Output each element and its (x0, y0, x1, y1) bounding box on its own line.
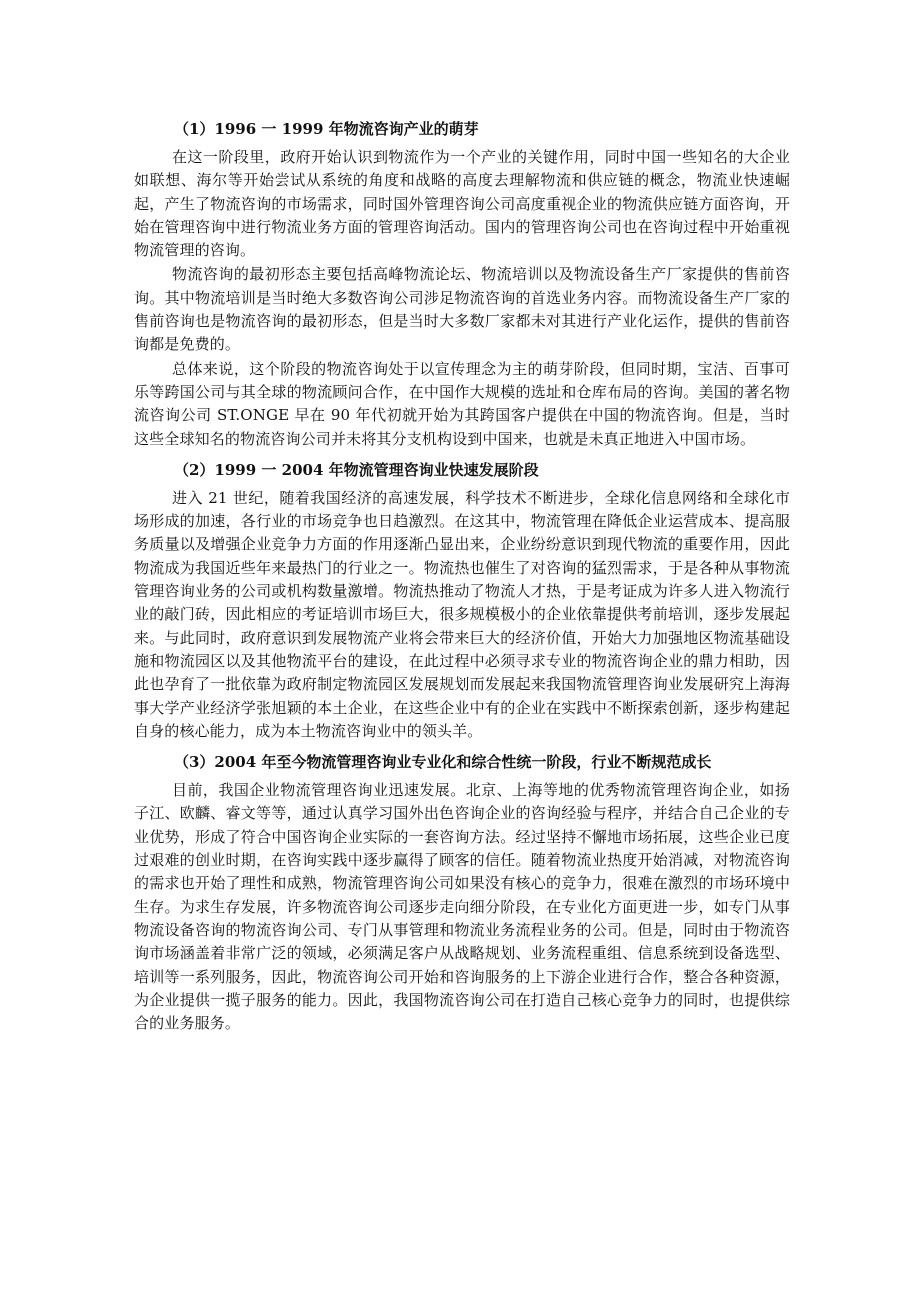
section-heading: （2）1999 一 2004 年物流管理咨询业快速发展阶段 (174, 460, 539, 479)
section-2 (134, 457, 790, 743)
section-heading: （1）1996 一 1999 年物流咨询产业的萌芽 (174, 120, 479, 138)
section-1 (134, 116, 790, 451)
body-paragraph: 物流咨询的最初形态主要包括高峰物流论坛、物流培训以及物流设备生产厂家提供的售前咨询。其中物流培训是当时绝大多数咨询公司涉足物流咨询的首选业务内容。而物流设备生产厂家的售前咨询也是物流咨询的最初形态，但是当时大多数厂家都未对其进行产业化运作，提供的售前咨询都是免费的。 (134, 265, 790, 354)
body-paragraph: 进入 21 世纪，随着我国经济的高速发展，科学技术不断进步，全球化信息网络和全球化市场形成的加速，各行业的市场竞争也日趋激烈。在这其中，物流管理在降低企业运营成本、提高服务质量以及增强企业竞争力方面的作用逐渐凸显出来，企业纷纷意识到现代物流的重要作用，因此物流成为我国近些年来最热门的行业之一。物流热也催生了对咨询的猛烈需求，于是各种从事物流管理咨询业务的公司或机构数量激增。物流热推动了物流人才热，于是考证成为许多人进入物流行业的敲门砖，因此相应的考证培训市场巨大，很多规模极小的企业依靠提供考前培训，逐步发展起来。与此同时，政府意识到发展物流产业将会带来巨大的经济价值，开始大力加强地区物流基础设施和物流园区以及其他物流平台的建设，在此过程中必须寻求专业的物流咨询企业的鼎力相助，因此也孕育了一批依靠为政府制定物流园区发展规划而发展起来我国物流管理咨询业发展研究上海海事大学产业经济学张旭颖的本土企业，在这些企业中有的企业在实践中不断探索创新，逐步构建起自身的核心能力，成为本土物流咨询业中的领头羊。 (134, 488, 790, 740)
body-paragraph: 在这一阶段里，政府开始认识到物流作为一个产业的关键作用，同时中国一些知名的大企业如联想、海尔等开始尝试从系统的角度和战略的高度去理解物流和供应链的概念，物流业快速崛起，产生了物流咨询的市场需求，同时国外管理咨询公司高度重视企业的物流供应链方面咨询，开始在管理咨询中进行物流业务方面的管理咨询活动。国内的管理咨询公司也在咨询过程中开始重视物流管理的咨询。 (134, 148, 790, 260)
section-heading: （3）2004 年至今物流管理咨询业专业化和综合性统一阶段，行业不断规范成长 (174, 753, 712, 772)
document-page (134, 116, 790, 1041)
section-3 (134, 749, 790, 1035)
body-paragraph: 目前，我国企业物流管理咨询业迅速发展。北京、上海等地的优秀物流管理咨询企业，如扬子江、欧麟、睿文等等，通过认真学习国外出色咨询企业的咨询经验与程序，并结合自己企业的专业优势，形成了符合中国咨询企业实际的一套咨询方法。经过坚持不懈地市场拓展，这些企业已度过艰难的创业时期，在咨询实践中逐步赢得了顾客的信任。随着物流业热度开始消减，对物流咨询的需求也开始了理性和成熟，物流管理咨询公司如果没有核心的竞争力，很难在激烈的市场环境中生存。为求生存发展，许多物流咨询公司逐步走向细分阶段，在专业化方面更进一步，如专门从事物流设备咨询的物流咨询公司、专门从事管理和物流业务流程业务的公司。但是，同时由于物流咨询市场涵盖着非常广泛的领域，必须满足客户从战略规划、业务流程重组、信息系统到设备选型、培训等一系列服务，因此，物流咨询公司开始和咨询服务的上下游企业进行合作，整合各种资源，为企业提供一揽子服务的能力。因此，我国物流咨询公司在打造自己核心竞争力的同时，也提供综合的业务服务。 (134, 781, 790, 1033)
body-paragraph: 总体来说，这个阶段的物流咨询处于以宣传理念为主的萌芽阶段，但同时期，宝洁、百事可乐等跨国公司与其全球的物流顾问合作，在中国作大规模的选址和仓库布局的咨询。美国的著名物流咨询公司 ST.ONGE 早在 90 年代初就开始为其跨国客户提供在中国的物流咨询。但是，当时这些全球知名的物流咨询公司并未将其分支机构设到中国来，也就是未真正地进入中国市场。 (134, 359, 790, 448)
